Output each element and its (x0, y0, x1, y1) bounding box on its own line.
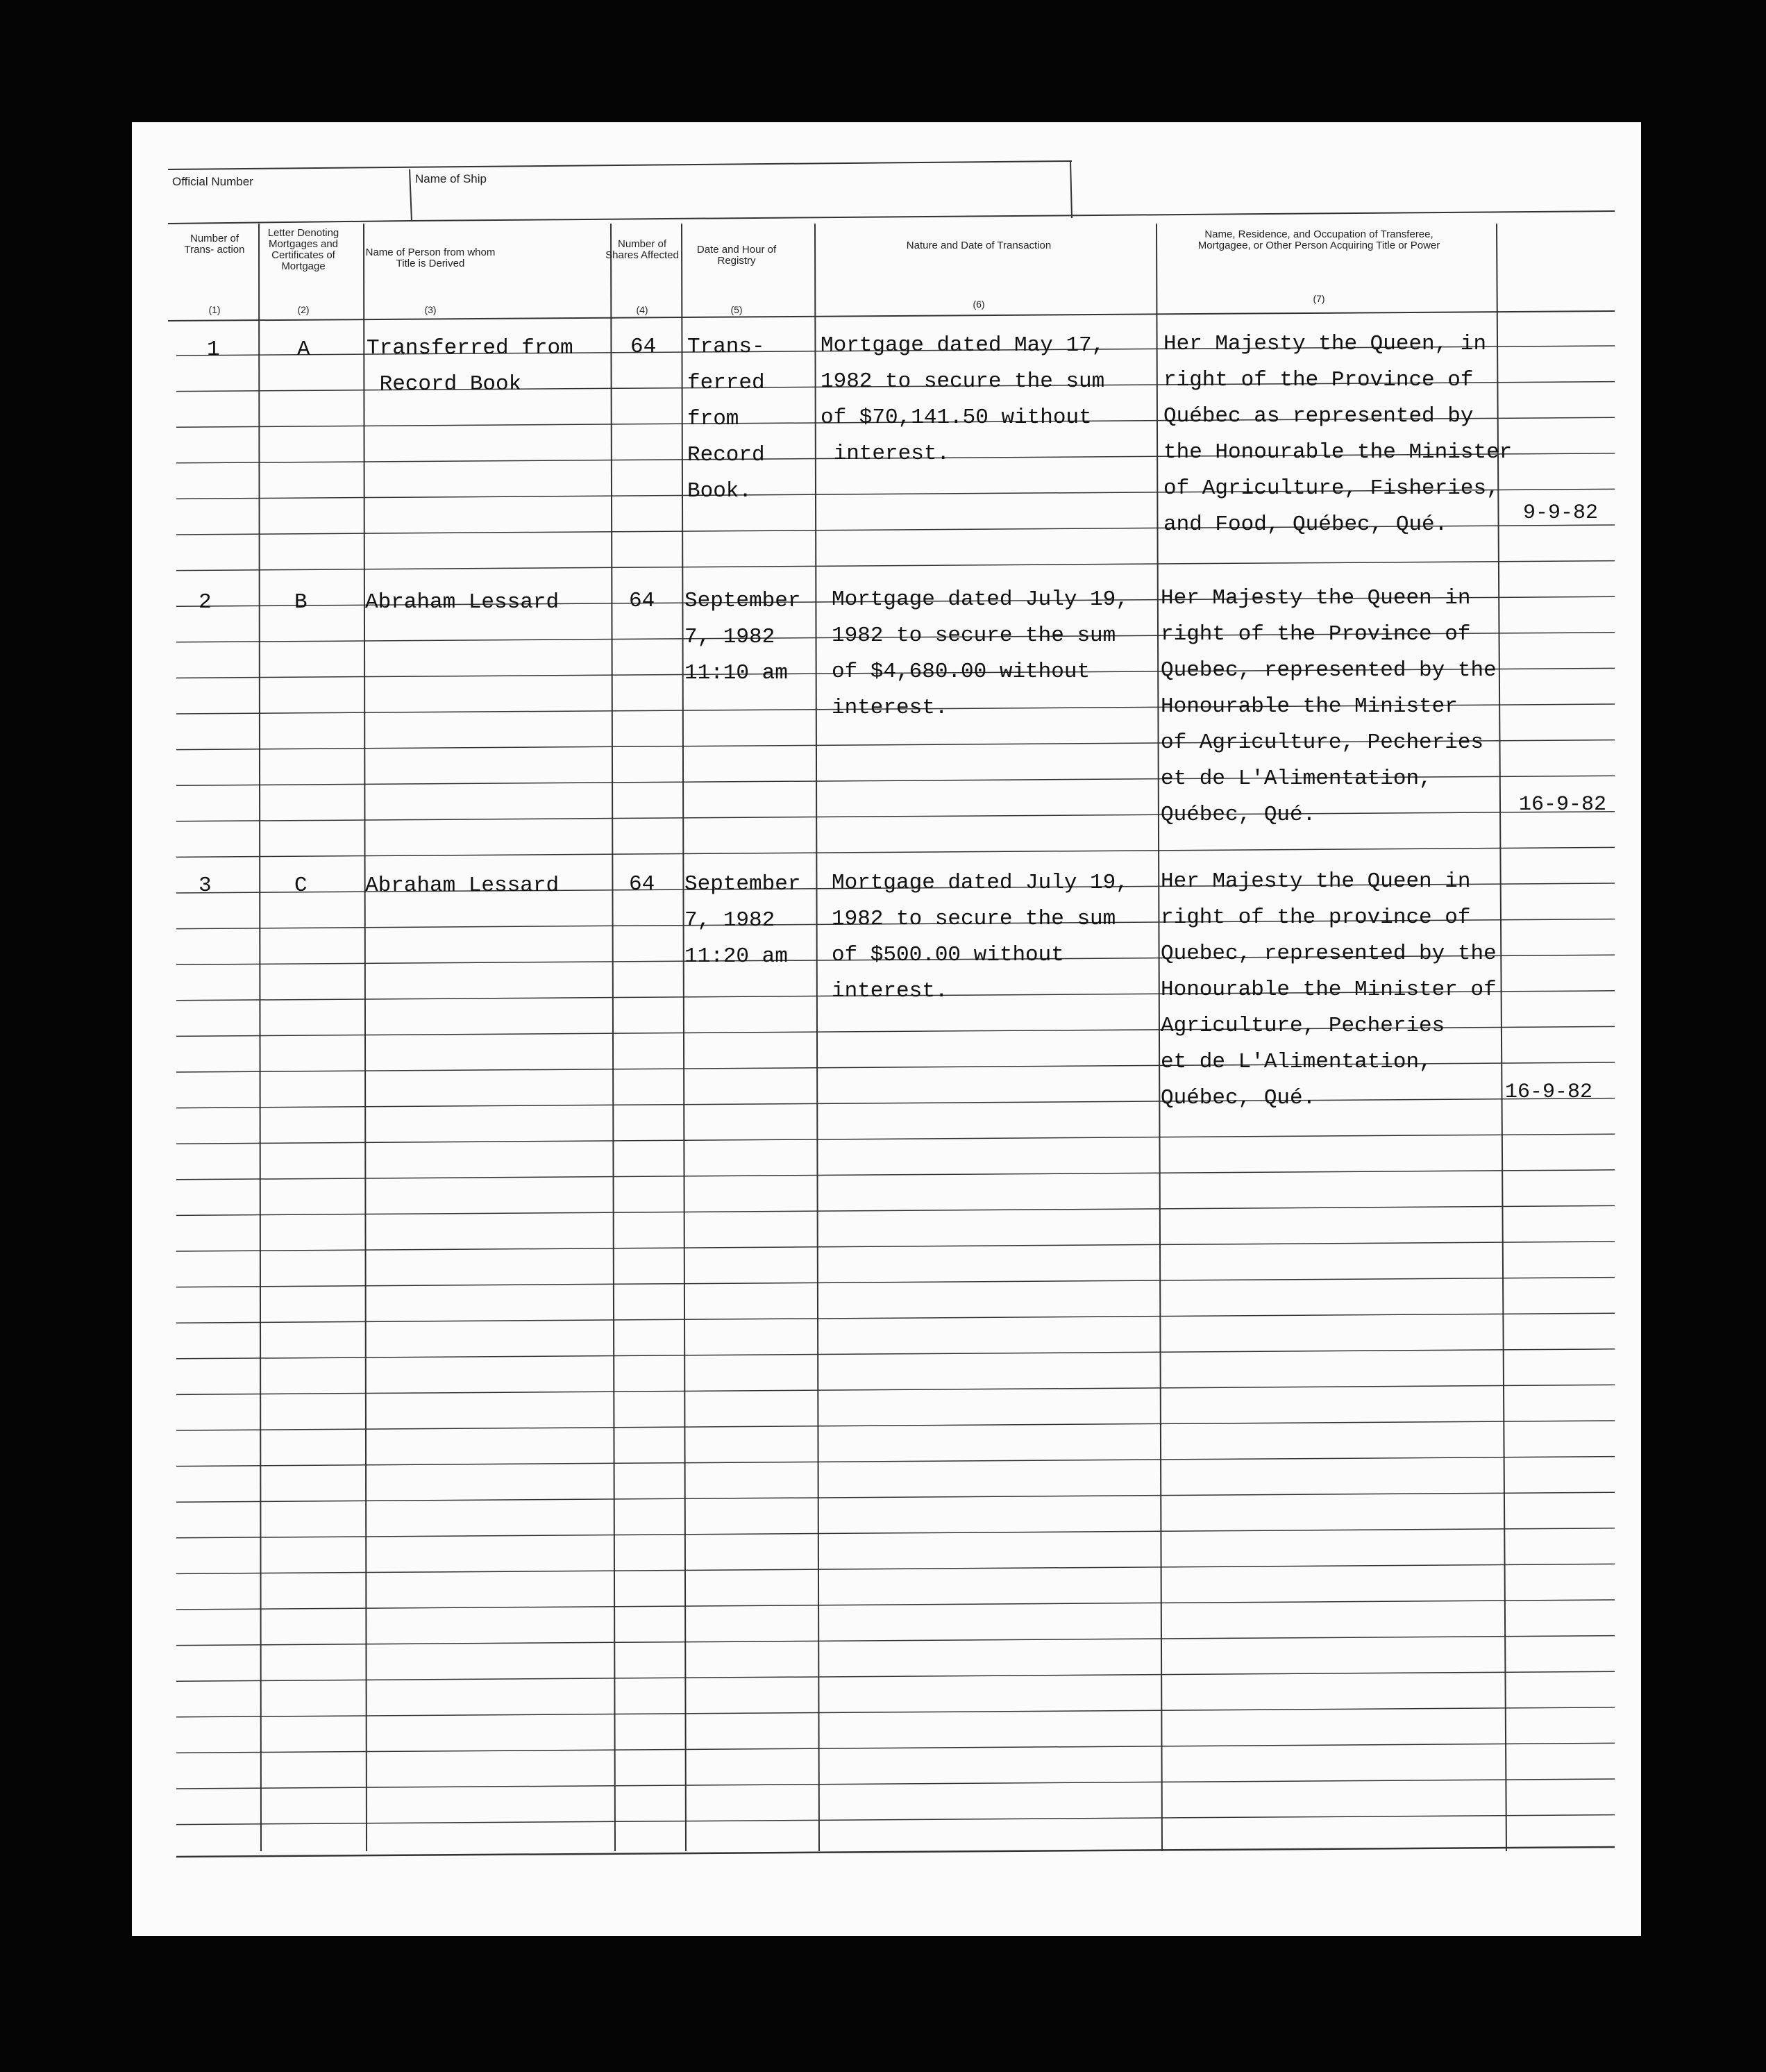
column-number-3: (3) (424, 304, 437, 315)
column-header-shares-affected: Number of Shares Affected (605, 238, 679, 261)
ruled-line (176, 847, 1615, 857)
ruled-line (176, 1349, 1615, 1359)
entry-1-shares: 64 (630, 335, 657, 359)
ruled-line (176, 1457, 1615, 1467)
column-header-nature-of-transaction: Nature and Date of Transaction (906, 240, 1052, 251)
ruled-line (176, 1278, 1615, 1287)
column-header-transaction-number: Number of Trans- action (184, 233, 245, 256)
ruled-line (176, 1134, 1615, 1144)
upper-header-rule-left (168, 221, 410, 224)
column-header-title-derived-from: Name of Person from whom Title is Derived (365, 247, 496, 269)
ruled-line (176, 1743, 1615, 1753)
entry-3-from: Abraham Lessard (365, 874, 560, 898)
register-page (132, 122, 1641, 1936)
ruled-line (176, 1671, 1615, 1681)
ship-name-label: Name of Ship (415, 172, 487, 185)
ruled-line (176, 1600, 1615, 1610)
entry-2-number: 2 (199, 590, 212, 615)
entry-1-registry: Trans- ferred from Record Book. (687, 335, 765, 503)
upper-header-rule (410, 211, 1615, 221)
entry-2-nature: Mortgage dated July 19, 1982 to secure the sum of $4,680.00 without interest. (832, 587, 1129, 720)
column-header-transferee: Name, Residence, and Occupation of Transferee, Mortgagee, or Other Person Acquiring Title or Power (1197, 228, 1440, 251)
column-rule-5 (815, 224, 819, 1851)
entry-2-transferee: Her Majesty the Queen in right of the Province of Quebec, represented by the Honourable the Minister of Agriculture, Pecheries et de L'Alimentation, Québec, Qué. (1161, 586, 1497, 827)
ruled-line (176, 1313, 1615, 1323)
entry-2-letter: B (294, 590, 308, 615)
ruled-line (176, 1170, 1615, 1180)
ruled-line (176, 1205, 1615, 1215)
entry-1-letter: A (297, 337, 310, 362)
column-number-1: (1) (208, 304, 221, 315)
entry-1-transferee: Her Majesty the Queen, in right of the Province of Québec as represented by the Honourable the Minister of Agriculture, Fisheries, and Food, Québec, Qué. (1163, 332, 1513, 537)
ruled-line (176, 1707, 1615, 1717)
ruled-line (176, 1421, 1615, 1430)
ruled-line (176, 1492, 1615, 1502)
ruled-line (176, 561, 1615, 571)
entry-3-transferee: Her Majesty the Queen in right of the province of Quebec, represented by the Honourable the Minister of Agriculture, Pecheries et de L'Alimentation, Québec, Qué. (1161, 869, 1497, 1110)
ruled-line (176, 1564, 1615, 1573)
ruled-line (176, 1779, 1615, 1789)
ruled-line (176, 1815, 1615, 1825)
ship-name-right-rule (1070, 161, 1072, 218)
column-rule-2 (364, 224, 367, 1851)
ruled-line (176, 1385, 1615, 1394)
entry-3-registry: September 7, 1982 11:20 am (684, 872, 801, 969)
column-rule-4 (682, 224, 686, 1851)
column-header-registry-date: Date and Hour of Registry (696, 244, 777, 267)
column-header-mortgage-letter: Letter Denoting Mortgages and Certificates of Mortgage (267, 227, 339, 272)
entry-1-number: 1 (207, 337, 220, 362)
bottom-rule (176, 1847, 1615, 1857)
entry-1-date: 9-9-82 (1523, 501, 1599, 525)
entry-2-date: 16-9-82 (1519, 793, 1607, 817)
entry-3-letter: C (294, 874, 308, 898)
entry-2-from: Abraham Lessard (365, 590, 560, 615)
ship-name-left-rule (410, 169, 412, 221)
column-number-6: (6) (973, 299, 985, 310)
ruled-line (176, 1636, 1615, 1646)
entry-3-nature: Mortgage dated July 19, 1982 to secure the sum of $500.00 without interest. (832, 871, 1129, 1003)
column-number-7: (7) (1313, 293, 1325, 304)
entry-3-shares: 64 (629, 872, 655, 896)
entry-3-date: 16-9-82 (1505, 1080, 1593, 1104)
entry-3-number: 3 (199, 874, 212, 898)
column-number-5: (5) (730, 304, 743, 315)
entry-1-nature: Mortgage dated May 17, 1982 to secure the sum of $70,141.50 without interest. (821, 333, 1105, 466)
entry-2-shares: 64 (629, 589, 655, 613)
column-number-4: (4) (636, 304, 648, 315)
top-rule (168, 161, 1072, 169)
ruled-line (176, 1242, 1615, 1251)
entry-1-from: Transferred from Record Book (367, 336, 573, 396)
column-number-2: (2) (297, 304, 310, 315)
column-rule-1 (259, 224, 261, 1851)
official-number-label: Official Number (172, 175, 253, 188)
entry-2-registry: September 7, 1982 11:10 am (684, 589, 801, 685)
ruled-line (176, 1528, 1615, 1538)
